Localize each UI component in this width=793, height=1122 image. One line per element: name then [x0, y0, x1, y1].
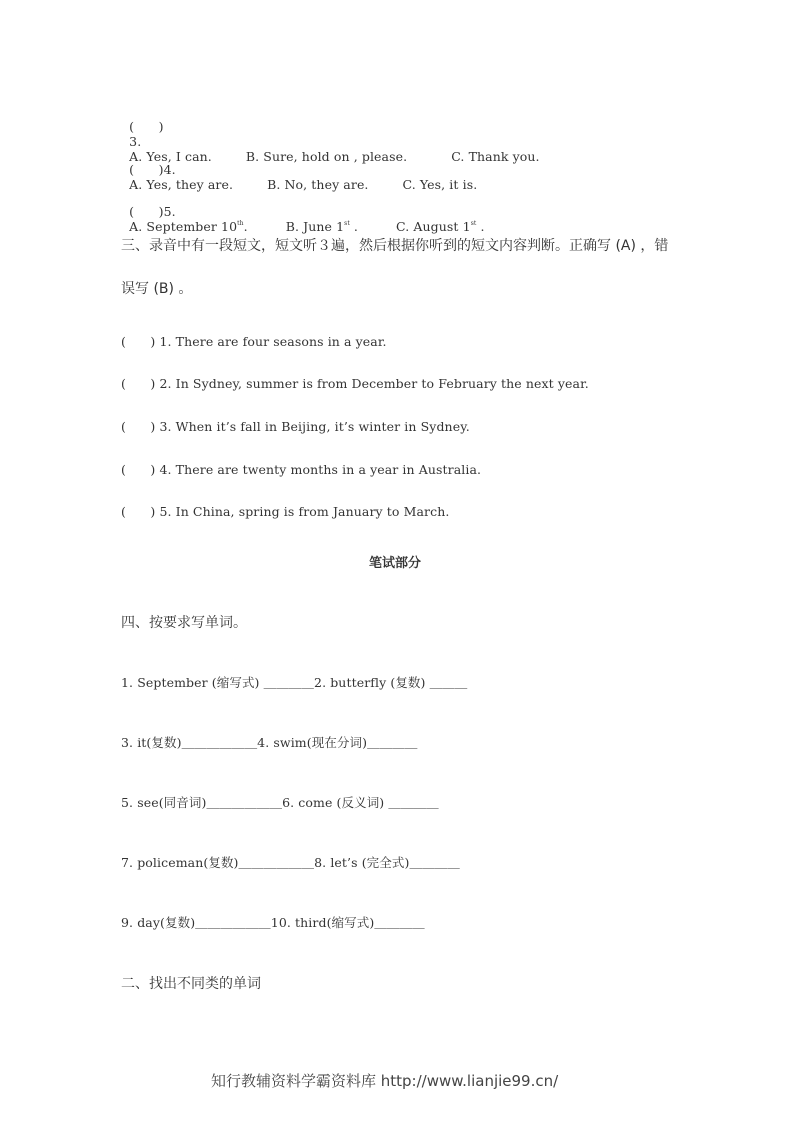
question-number: 3.	[129, 134, 142, 149]
page-section-title: 笔试部分	[369, 556, 422, 571]
option-b: B. No, they are.	[267, 177, 369, 192]
judgment-item: ( ) 4. There are twenty months in a year in Australia.	[121, 462, 482, 477]
answer-bracket: ( )	[129, 162, 164, 177]
option-a: A. Yes, I can.	[129, 149, 212, 164]
page-footer: 知行教辅资料学霸资料库 http://www.lianjie99.cn/	[211, 1072, 559, 1090]
judgment-item: ( ) 2. In Sydney, summer is from December to February the next year.	[121, 376, 589, 391]
option-c: C. August 1st .	[396, 219, 485, 234]
word-task-row: 3. it(复数)＿＿＿＿＿＿4. swim(现在分词)＿＿＿＿	[121, 735, 418, 750]
question-number: 5.	[163, 204, 176, 219]
option-c: C. Yes, it is.	[402, 177, 478, 192]
section-heading: 二、找出不同类的单词	[121, 976, 261, 992]
answer-bracket: ( )	[129, 204, 164, 219]
word-task-row: 5. see(同音词)＿＿＿＿＿＿6. come (反义词) ＿＿＿＿	[121, 795, 439, 810]
judgment-item: ( ) 3. When it’s fall in Beijing, it’s winter in Sydney.	[121, 419, 470, 434]
option-a: A. September 10th.	[129, 219, 248, 234]
section-heading: 三、录音中有一段短文，短文听３遍，然后根据你听到的短文内容判断。正确写 (A) ，错	[121, 238, 669, 254]
word-task-row: 9. day(复数)＿＿＿＿＿＿10. third(缩写式)＿＿＿＿	[121, 915, 425, 930]
answer-bracket: ( )	[129, 119, 164, 134]
question-row	[121, 189, 485, 234]
option-a: A. Yes, they are.	[129, 177, 234, 192]
option-c: C. Thank you.	[451, 149, 540, 164]
section-heading-cont: 误写 (B) 。	[121, 281, 193, 297]
word-task-row: 1. September (缩写式) ＿＿＿＿2. butterfly (复数) ＿＿＿	[121, 675, 468, 690]
judgment-item: ( ) 5. In China, spring is from January to March.	[121, 504, 450, 519]
option-b: B. June 1st .	[285, 219, 359, 234]
judgment-item: ( ) 1. There are four seasons in a year.	[121, 334, 387, 349]
question-number: 4.	[163, 162, 176, 177]
section-heading: 四、按要求写单词。	[121, 615, 247, 631]
word-task-row: 7. policeman(复数)＿＿＿＿＿＿8. let’s (完全式)＿＿＿＿	[121, 855, 460, 870]
option-b: B. Sure, hold on , please.	[245, 149, 408, 164]
question-row	[121, 147, 477, 192]
